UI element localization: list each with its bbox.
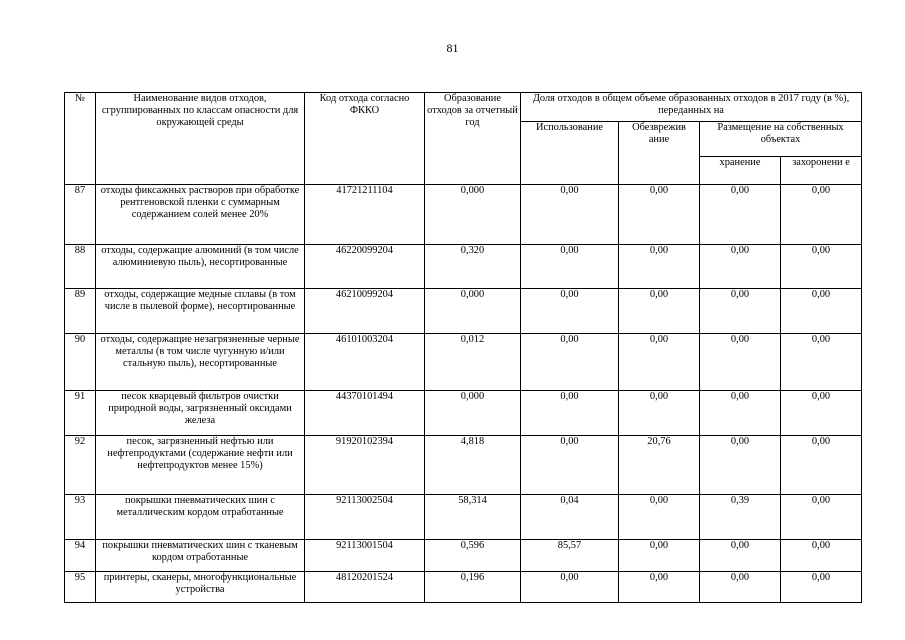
cell-code: 44370101494: [305, 391, 425, 436]
cell-formation: 4,818: [425, 436, 521, 495]
cell-num: 93: [65, 495, 96, 540]
table-row: [65, 185, 862, 245]
cell-use: 0,00: [521, 334, 619, 391]
cell-name: отходы, содержащие медные сплавы (в том числе в пылевой форме), несортированные: [96, 289, 305, 334]
cell-use: 85,57: [521, 540, 619, 572]
cell-name: принтеры, сканеры, многофункциональные устройства: [96, 572, 305, 603]
cell-name: песок кварцевый фильтров очистки природной воды, загрязненный оксидами железа: [96, 391, 305, 436]
cell-num: 90: [65, 334, 96, 391]
cell-formation: 58,314: [425, 495, 521, 540]
cell-code: 92113001504: [305, 540, 425, 572]
cell-neutral: 0,00: [619, 540, 700, 572]
cell-name: отходы, содержащие незагрязненные черные металлы (в том числе чугунную и/или стальную пыль), несортированные: [96, 334, 305, 391]
cell-neutral: 0,00: [619, 495, 700, 540]
header-neutral: Обезврежив ание: [619, 122, 700, 185]
cell-storage: 0,00: [700, 289, 781, 334]
table-row: [65, 436, 862, 495]
cell-num: 92: [65, 436, 96, 495]
cell-storage: 0,00: [700, 391, 781, 436]
cell-use: 0,00: [521, 391, 619, 436]
header-storage: хранение: [700, 157, 781, 185]
cell-code: 92113002504: [305, 495, 425, 540]
cell-burial: 0,00: [781, 391, 862, 436]
cell-code: 41721211104: [305, 185, 425, 245]
cell-storage: 0,39: [700, 495, 781, 540]
cell-num: 89: [65, 289, 96, 334]
table-row: [65, 391, 862, 436]
header-placement: Размещение на собственных объектах: [700, 122, 862, 157]
waste-table: [64, 92, 862, 603]
cell-storage: 0,00: [700, 436, 781, 495]
header-formation: Образование отходов за отчетный год: [425, 93, 521, 185]
cell-neutral: 0,00: [619, 334, 700, 391]
cell-formation: 0,000: [425, 185, 521, 245]
table-row: [65, 540, 862, 572]
cell-burial: 0,00: [781, 289, 862, 334]
table-row: [65, 572, 862, 603]
cell-code: 46210099204: [305, 289, 425, 334]
cell-name: отходы, содержащие алюминий (в том числе алюминиевую пыль), несортированные: [96, 245, 305, 289]
cell-code: 46220099204: [305, 245, 425, 289]
cell-name: покрышки пневматических шин с тканевым кордом отработанные: [96, 540, 305, 572]
cell-neutral: 0,00: [619, 245, 700, 289]
cell-burial: 0,00: [781, 572, 862, 603]
cell-num: 91: [65, 391, 96, 436]
page-number: 81: [446, 41, 459, 55]
cell-burial: 0,00: [781, 334, 862, 391]
cell-burial: 0,00: [781, 185, 862, 245]
cell-formation: 0,012: [425, 334, 521, 391]
header-share: Доля отходов в общем объеме образованных отходов в 2017 году (в %), переданных на: [521, 93, 862, 122]
cell-storage: 0,00: [700, 185, 781, 245]
cell-num: 95: [65, 572, 96, 603]
cell-use: 0,00: [521, 245, 619, 289]
cell-storage: 0,00: [700, 572, 781, 603]
cell-neutral: 20,76: [619, 436, 700, 495]
cell-storage: 0,00: [700, 334, 781, 391]
table-header: [65, 93, 862, 185]
header-burial: захоронени е: [781, 157, 862, 185]
header-name: Наименование видов отходов, сгруппированных по классам опасности для окружающей среды: [96, 93, 305, 185]
cell-neutral: 0,00: [619, 289, 700, 334]
cell-burial: 0,00: [781, 540, 862, 572]
cell-code: 48120201524: [305, 572, 425, 603]
cell-formation: 0,000: [425, 289, 521, 334]
table-row: [65, 289, 862, 334]
cell-formation: 0,196: [425, 572, 521, 603]
cell-num: 88: [65, 245, 96, 289]
cell-name: отходы фиксажных растворов при обработке рентгеновской пленки с суммарным содержанием солей менее 20%: [96, 185, 305, 245]
cell-burial: 0,00: [781, 495, 862, 540]
cell-name: покрышки пневматических шин с металлическим кордом отработанные: [96, 495, 305, 540]
table-body: [65, 185, 862, 603]
table-row: [65, 334, 862, 391]
cell-burial: 0,00: [781, 436, 862, 495]
cell-neutral: 0,00: [619, 391, 700, 436]
cell-burial: 0,00: [781, 245, 862, 289]
header-num: №: [65, 93, 96, 185]
cell-use: 0,04: [521, 495, 619, 540]
cell-use: 0,00: [521, 185, 619, 245]
table-row: [65, 245, 862, 289]
cell-num: 94: [65, 540, 96, 572]
cell-code: 91920102394: [305, 436, 425, 495]
cell-storage: 0,00: [700, 540, 781, 572]
cell-formation: 0,320: [425, 245, 521, 289]
header-code: Код отхода согласно ФККО: [305, 93, 425, 185]
cell-storage: 0,00: [700, 245, 781, 289]
table-row: [65, 495, 862, 540]
cell-code: 46101003204: [305, 334, 425, 391]
cell-use: 0,00: [521, 289, 619, 334]
cell-num: 87: [65, 185, 96, 245]
cell-neutral: 0,00: [619, 185, 700, 245]
header-use: Использование: [521, 122, 619, 185]
cell-formation: 0,000: [425, 391, 521, 436]
cell-neutral: 0,00: [619, 572, 700, 603]
cell-use: 0,00: [521, 436, 619, 495]
cell-formation: 0,596: [425, 540, 521, 572]
cell-name: песок, загрязненный нефтью или нефтепродуктами (содержание нефти или нефтепродуктов менее 15%): [96, 436, 305, 495]
cell-use: 0,00: [521, 572, 619, 603]
